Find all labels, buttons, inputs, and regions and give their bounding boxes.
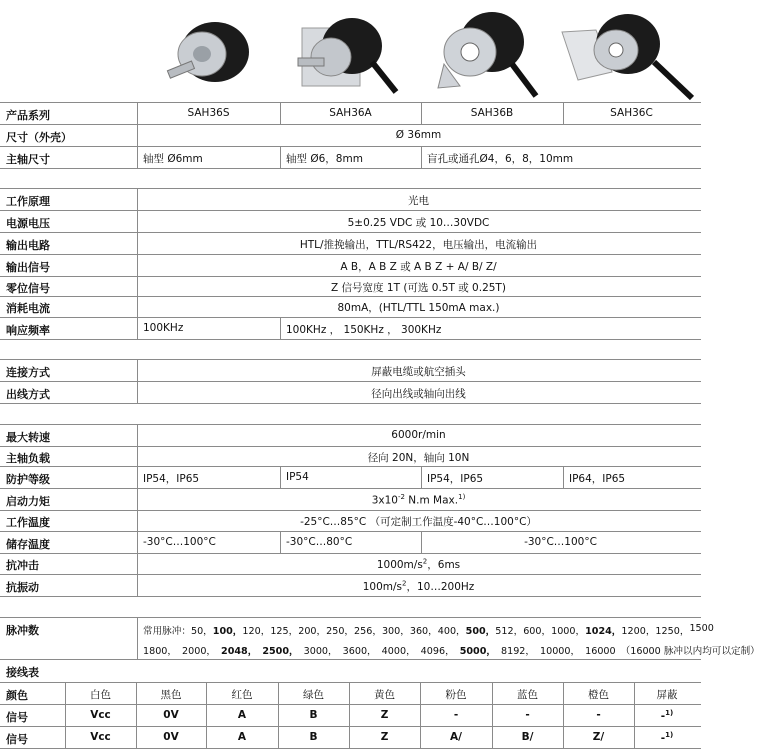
label-connection: 连接方式 bbox=[6, 365, 50, 379]
wire-signal: Vcc bbox=[90, 730, 111, 743]
pulse-value: 1250， bbox=[655, 626, 690, 637]
pulse-line-1 bbox=[143, 623, 714, 637]
label-load: 主轴负载 bbox=[6, 451, 50, 465]
encoder-photo-sah36c bbox=[556, 2, 696, 100]
pulse-value: 360， bbox=[409, 626, 438, 637]
wire-color: 橙色 bbox=[588, 688, 609, 701]
principle-value: 光电 bbox=[408, 194, 429, 207]
shaft-value-3: 盲孔或通孔Ø4，6，8，10mm bbox=[427, 152, 574, 165]
pulse-value: 5000， bbox=[459, 646, 496, 657]
superscript: 2 bbox=[402, 579, 407, 587]
wire-signal: B bbox=[309, 708, 318, 721]
rule-top bbox=[0, 188, 701, 189]
rule bbox=[0, 704, 701, 705]
rule bbox=[0, 317, 701, 318]
rule bbox=[0, 381, 701, 382]
pulse-value: 400， bbox=[437, 626, 466, 637]
outlet-value: 径向出线或轴向出线 bbox=[371, 387, 466, 400]
label-signal: 输出信号 bbox=[6, 260, 50, 274]
wire-signal: 0V bbox=[163, 708, 179, 721]
zero-value: Z 信号宽度 1T (可选 0.5T 或 0.25T) bbox=[331, 281, 506, 294]
wire-signal: - bbox=[453, 708, 459, 721]
encoder-photo-sah36s bbox=[160, 2, 260, 100]
rule-top bbox=[0, 424, 701, 425]
label-worktemp: 工作温度 bbox=[6, 516, 50, 529]
col-divider bbox=[280, 531, 281, 553]
wire-color: 红色 bbox=[231, 688, 253, 701]
pulse-value: 4000， bbox=[381, 646, 416, 657]
pulse-value: 1024， bbox=[585, 626, 622, 637]
rule bbox=[0, 124, 701, 125]
rule bbox=[0, 254, 701, 255]
pulse-custom-note: （16000 脉冲以内均可以定制） bbox=[620, 646, 760, 657]
pulse-value: 500， bbox=[465, 626, 496, 637]
wire-signal: - bbox=[596, 708, 601, 721]
superscript: -2 bbox=[397, 492, 405, 501]
pulse-value: 300， bbox=[381, 626, 410, 637]
wire-signal: - bbox=[525, 708, 530, 721]
rule bbox=[0, 531, 701, 532]
superscript: 2 bbox=[422, 557, 428, 566]
storetemp-value-3: -30°C…100°C bbox=[524, 535, 597, 548]
col-divider bbox=[280, 317, 281, 339]
protect-value-3: IP54，IP65 bbox=[427, 472, 484, 485]
protect-value-1: IP54，IP65 bbox=[143, 472, 200, 485]
rule-top bbox=[0, 359, 701, 360]
footnote-mark: 1) bbox=[458, 492, 466, 501]
current-value: 80mA，(HTL/TTL 150mA max.) bbox=[337, 302, 500, 314]
vibration-value: $100m/s^2$，10…200Hz bbox=[362, 579, 475, 593]
pulse-value: 2500， bbox=[262, 646, 299, 657]
label-protect: 防护等级 bbox=[6, 472, 50, 486]
rule-top bbox=[0, 617, 701, 618]
wire-signal: A bbox=[237, 708, 247, 721]
rule bbox=[0, 682, 701, 683]
rule bbox=[0, 553, 701, 554]
label-zero: 零位信号 bbox=[6, 281, 50, 295]
pulse-value: 8192， bbox=[500, 646, 535, 657]
rule-top bbox=[0, 102, 701, 103]
storetemp-value-1: -30°C…100°C bbox=[143, 535, 216, 548]
pulse-value: 1200， bbox=[621, 626, 656, 637]
encoder-photo-sah36b bbox=[430, 2, 542, 100]
rule bbox=[0, 232, 701, 233]
wire-signal: -$^{1)}$ bbox=[660, 708, 674, 722]
wiring-row-label: 信号 bbox=[6, 710, 28, 724]
wire-color: 绿色 bbox=[303, 688, 324, 701]
wire-signal: B/ bbox=[521, 730, 534, 743]
pulse-value: 3000， bbox=[303, 646, 338, 657]
model-sah36c: SAH36C bbox=[610, 106, 653, 119]
col-divider bbox=[421, 146, 422, 168]
rule bbox=[0, 146, 701, 147]
pulse-value: 100， bbox=[212, 626, 243, 637]
pulse-value: 16000 bbox=[585, 646, 616, 657]
pulse-value: 512， bbox=[495, 626, 524, 637]
pulse-value: 2000， bbox=[182, 646, 217, 657]
col-divider bbox=[137, 617, 138, 659]
rule bbox=[0, 659, 701, 660]
model-sah36a: SAH36A bbox=[329, 106, 372, 119]
label-current: 消耗电流 bbox=[6, 302, 50, 315]
model-sah36s: SAH36S bbox=[187, 106, 230, 119]
pulse-value: 250， bbox=[326, 626, 355, 637]
label-vibration: 抗振动 bbox=[6, 580, 39, 594]
label-storetemp: 储存温度 bbox=[6, 537, 50, 551]
connection-value: 屏蔽电缆或航空插头 bbox=[371, 365, 466, 378]
rule bbox=[0, 339, 701, 340]
wire-signal: -$^{1)}$ bbox=[660, 730, 674, 744]
wire-color: 粉色 bbox=[445, 688, 467, 701]
encoder-photo-sah36a bbox=[288, 2, 400, 100]
rule bbox=[0, 276, 701, 277]
rule bbox=[0, 446, 701, 447]
label-freq: 响应频率 bbox=[6, 323, 50, 337]
voltage-value: 5±0.25 VDC 或 10…30VDC bbox=[347, 216, 490, 229]
pulse-value: 2048， bbox=[221, 646, 258, 657]
signal-value: A B，A B Z 或 A B Z + A/ B/ Z/ bbox=[340, 260, 497, 273]
shock-value: $1000m/s^2$，6ms bbox=[376, 557, 461, 571]
label-shaft: 主轴尺寸 bbox=[6, 152, 50, 166]
shaft-value-2: 轴型 Ø6，8mm bbox=[286, 152, 363, 165]
pulse-value: 1500 bbox=[689, 623, 714, 634]
rule bbox=[0, 210, 701, 211]
pulse-value: 200， bbox=[298, 626, 327, 637]
freq-value-2: 100KHz ， 150KHz ， 300KHz bbox=[286, 323, 442, 336]
wire-signal: Vcc bbox=[90, 708, 111, 721]
wire-signal: Z bbox=[380, 708, 389, 721]
shaft-value-1: 轴型 Ø6mm bbox=[143, 152, 203, 165]
wire-color: 黑色 bbox=[160, 688, 182, 701]
rule bbox=[0, 510, 701, 511]
wiring-row-label: 信号 bbox=[6, 732, 28, 746]
pulse-value: 3600， bbox=[342, 646, 377, 657]
storetemp-value-2: -30°C…80°C bbox=[286, 535, 353, 548]
rule bbox=[0, 466, 701, 467]
rule bbox=[0, 574, 701, 575]
footnote-mark: 1) bbox=[665, 708, 674, 717]
rule bbox=[0, 596, 701, 597]
load-value: 径向 20N，轴向 10N bbox=[367, 451, 470, 464]
label-outlet: 出线方式 bbox=[6, 387, 50, 401]
pulse-value: 1800， bbox=[143, 646, 178, 657]
pulse-value: 120， bbox=[242, 626, 271, 637]
rule bbox=[0, 168, 701, 169]
wire-signal: Z/ bbox=[592, 730, 605, 743]
footnote-mark: 1) bbox=[665, 730, 674, 739]
rule bbox=[0, 726, 701, 727]
wire-color: 屏蔽 bbox=[656, 688, 678, 701]
label-series: 产品系列 bbox=[6, 108, 50, 122]
wire-color: 黄色 bbox=[374, 688, 395, 701]
size-value: Ø 36mm bbox=[395, 128, 442, 141]
wire-signal: 0V bbox=[163, 730, 179, 743]
label-speed: 最大转速 bbox=[6, 430, 50, 444]
label-shock: 抗冲击 bbox=[6, 559, 39, 572]
pulse-value: 256， bbox=[354, 626, 382, 637]
protect-value-4: IP64，IP65 bbox=[569, 472, 626, 485]
col-divider bbox=[563, 466, 564, 488]
pulse-value: 4096， bbox=[420, 646, 455, 657]
rule bbox=[0, 296, 701, 297]
label-wiring: 接线表 bbox=[6, 665, 39, 679]
freq-value-1: 100KHz bbox=[143, 321, 184, 334]
col-divider bbox=[421, 466, 422, 488]
pulse-value: 600， bbox=[523, 626, 552, 637]
speed-value: 6000r/min bbox=[391, 428, 446, 441]
label-torque: 启动力矩 bbox=[6, 494, 50, 508]
label-pulses: 脉冲数 bbox=[6, 623, 39, 637]
col-divider bbox=[280, 146, 281, 168]
worktemp-value: -25°C…85°C （可定制工作温度-40°C…100°C） bbox=[300, 516, 537, 528]
rule bbox=[0, 403, 701, 404]
wiring-row-label: 颜色 bbox=[6, 688, 28, 702]
label-circuit: 输出电路 bbox=[6, 238, 50, 252]
circuit-value: HTL/推挽输出，TTL/RS422，电压输出，电流输出 bbox=[299, 238, 538, 251]
col-divider bbox=[280, 466, 281, 488]
protect-value-2: IP54 bbox=[286, 470, 309, 483]
wire-signal: Z bbox=[380, 730, 389, 743]
rule bbox=[0, 488, 701, 489]
pulse-value: 常用脉冲：50， bbox=[143, 626, 213, 637]
label-size: 尺寸（外壳） bbox=[6, 130, 72, 144]
torque-value: $3x10^{-2}$ N.m Max.$^{1)}$ bbox=[371, 492, 466, 506]
wire-color: 蓝色 bbox=[517, 688, 538, 701]
pulse-line-2 bbox=[143, 643, 760, 657]
pulse-value: 1000， bbox=[551, 626, 586, 637]
wire-color: 白色 bbox=[90, 688, 111, 701]
label-principle: 工作原理 bbox=[6, 194, 50, 208]
pulse-value: 10000， bbox=[540, 646, 581, 657]
label-voltage: 电源电压 bbox=[6, 216, 50, 230]
wire-signal: B bbox=[309, 730, 318, 743]
model-sah36b: SAH36B bbox=[470, 106, 514, 119]
wire-signal: A bbox=[237, 730, 247, 743]
pulse-value: 125， bbox=[270, 626, 299, 637]
wire-signal: A/ bbox=[450, 730, 462, 743]
product-photos bbox=[0, 0, 701, 103]
